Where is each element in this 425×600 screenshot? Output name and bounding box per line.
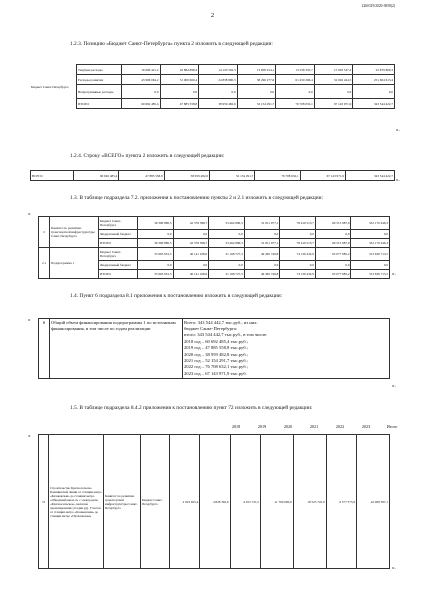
value-cell: 33 462 689,3 <box>209 217 245 230</box>
value-cell: 0,0 <box>315 230 351 239</box>
object-name: Строительство Красносельско-Калининской линии от станции метро «Казаковская» до станции метро «Обводный канал-2» с электродепо «Красносельское», включая проектирование (стадии рд). Участок от станции метро «Казаковская» до станции метро «Путиловская» <box>49 435 104 569</box>
value-cell: 65 077 985,2 <box>315 270 351 279</box>
value-cell: 343 544 422,7 <box>345 171 394 181</box>
financing-line: итого: 343 544 442,7 тыс.руб., в том числе: <box>184 332 268 338</box>
table-row <box>30 75 395 85</box>
value-cell: 42 578 398,7 <box>173 239 209 248</box>
value-cell: 38 959 482,6 <box>199 99 238 109</box>
year-header: 2020 <box>283 424 293 429</box>
value-cell: 4 828 392,6 <box>200 435 230 569</box>
financing-line: 2023 год – 67 143 971,9 тыс.руб. <box>184 370 247 376</box>
row-name: Расходы развития <box>77 75 122 85</box>
value-cell: 13 858 014,1 <box>237 65 276 75</box>
value-cell: 14 120 592,3 <box>199 65 238 75</box>
year-header: 2023 <box>361 424 371 429</box>
value-cell: 6 577 575,9 <box>326 435 356 569</box>
row-number: 72 <box>39 435 49 569</box>
value-cell: 78 410 513,7 <box>280 239 316 248</box>
opening-quote: « <box>28 434 31 439</box>
table-row <box>30 65 395 75</box>
row-number: 2.1 <box>39 248 50 279</box>
year-header: 2022 <box>335 424 345 429</box>
value-cell: 61 450 296,4 <box>276 75 315 85</box>
row-name: ИТОГО <box>77 99 122 109</box>
financing-line: 2019 год – 47 885 558,8 тыс.руб.; <box>184 345 248 351</box>
value-cell: 0,0 <box>209 230 245 239</box>
funding-source: ИТОГО <box>99 239 138 248</box>
value-cell: 69 515 987,0 <box>315 239 351 248</box>
value-cell: 74 139 432,9 <box>280 248 316 261</box>
value-cell: 18 523 745,9 <box>293 435 326 569</box>
section-1-2-4-heading: 1.2.4. Строку «ВСЕГО» пункта 2 изложить в следующей редакции: <box>70 153 225 159</box>
value-cell: 313 636 713,5 <box>351 270 390 279</box>
value-cell: 67 143 971,9 <box>300 171 345 181</box>
row-number: 2 <box>39 217 50 248</box>
value-cell: 0,0 <box>351 230 390 239</box>
value-cell: 31 811 977,1 <box>244 239 280 248</box>
value-cell: 0,0 <box>280 230 316 239</box>
year-header: 2018 <box>231 424 241 429</box>
table-row <box>30 85 395 99</box>
value-cell: 0,0 <box>315 261 351 270</box>
section-1-3-heading: 1.3. В таблице подраздела 7.2. приложения к постановлению пункты 2 и 2.1 изложить в следующей редакции: <box>70 195 324 201</box>
closing-quote: ». <box>392 384 396 389</box>
value-cell: 251 604 613,4 <box>353 75 395 85</box>
budget-label: Бюджет Санкт-Петербурга <box>31 84 69 89</box>
value-cell: 31 000 660,4 <box>160 75 199 85</box>
value-cell: 0,0 <box>276 85 315 99</box>
value-cell: 0,0 <box>122 85 161 99</box>
value-cell: 78 410 513,7 <box>280 217 316 230</box>
value-cell: 0,0 <box>173 261 209 270</box>
value-cell: 16 696 421,2 <box>122 65 161 75</box>
opening-quote: « <box>28 318 31 323</box>
table-row <box>31 171 395 181</box>
financing-line: 2021 год – 52 154 291,7 тыс.руб.; <box>184 357 248 363</box>
closing-quote: ». <box>396 128 400 133</box>
value-cell: 43 996 064,2 <box>122 75 161 85</box>
opening-quote: « <box>28 212 31 217</box>
value-cell: 0,0 <box>199 85 238 99</box>
row-name: Общий объем финансирования подпрограммы 1 по источникам финансирования, в том числе по годам реализации <box>50 319 183 379</box>
value-cell: 67 143 971,9 <box>314 99 353 109</box>
financing-line: бюджет Санкт-Петербурга: <box>184 325 238 331</box>
value-cell: 2 923 925,4 <box>170 435 200 569</box>
value-cell: 332 170 446,3 <box>351 217 390 230</box>
years-header <box>225 424 403 429</box>
value-cell: 4 455 747,2 <box>230 435 260 569</box>
section-1-5-heading: 1.5. В таблице подраздела 8.4.2 приложения к постановлению пункт 72 изложить в следующей редакции: <box>70 405 313 411</box>
section-1-2-3-heading: 1.2.3. Позицию «Бюджет Санкт-Петербурга» пункта 2 изложить в следующей редакции: <box>70 41 273 47</box>
funding-source: ИТОГО <box>99 270 138 279</box>
value-cell: 0,0 <box>237 85 276 99</box>
financing-line: 2018 год – 60 692 485,4 тыс.руб.; <box>184 338 248 344</box>
row-name: Непрограммные расходы <box>77 85 122 99</box>
row-name: Комитет по развитию транспортной инфраструктуры Санкт-Петербурга <box>50 217 99 248</box>
value-cell: 49 465 746,8 <box>244 270 280 279</box>
value-cell: 47 885 558,8 <box>119 171 164 181</box>
value-cell: 0,0 <box>160 85 199 99</box>
table-row <box>39 248 390 261</box>
value-cell: 0,0 <box>280 261 316 270</box>
value-cell: 40 141 168,6 <box>173 248 209 261</box>
row-name: Текущие расходы <box>77 65 122 75</box>
value-cell: 36 390 880,5 <box>138 239 174 248</box>
value-cell: 60 692 485,4 <box>74 171 119 181</box>
page-number: 2 <box>210 12 215 19</box>
value-cell: 40 141 168,6 <box>173 270 209 279</box>
value-cell: 332 170 446,3 <box>351 239 390 248</box>
funding-source: Бюджет Санкт-Петербурга <box>141 435 170 569</box>
document-number: 2260319/2020-3858(2) <box>361 4 395 8</box>
value-cell: 35 663 652,5 <box>138 248 174 261</box>
financing-line: Всего: 343 544 442,7 тыс.руб., из них: <box>184 319 258 325</box>
value-cell: 11 700 000,0 <box>260 435 293 569</box>
value-cell: 38 959 482,6 <box>164 171 209 181</box>
funding-source: Федеральный бюджет <box>99 230 138 239</box>
customer-name: Комитет по развитию транспортной инфраструктуры Санкт-Петербурга <box>104 435 141 569</box>
value-cell: 52 154 291,7 <box>209 171 254 181</box>
value-cell: 76 708 632,1 <box>255 171 300 181</box>
value-cell: 313 636 713,5 <box>351 248 390 261</box>
financing-line: 2020 год – 38 959 482,8 тыс.руб.; <box>184 351 248 357</box>
value-cell: 0,0 <box>353 85 395 99</box>
value-cell: 65 077 985,2 <box>315 248 351 261</box>
value-cell: 0,0 <box>138 261 174 270</box>
budget-spb-table <box>30 64 395 109</box>
row-name: Подпрограмма 1 <box>50 248 99 279</box>
value-cell: 0,0 <box>244 261 280 270</box>
value-cell: 42 008 387,1 <box>356 435 389 569</box>
year-header: Итого <box>386 424 398 429</box>
closing-quote: ». <box>392 566 396 571</box>
value-cell: 36 390 880,5 <box>138 217 174 230</box>
value-cell: 0,0 <box>244 230 280 239</box>
value-cell: 76 708 632,1 <box>276 99 315 109</box>
value-cell: 38 296 277,6 <box>237 75 276 85</box>
value-cell: 52 154 291,7 <box>237 99 276 109</box>
funding-source: Бюджет Санкт-Петербурга <box>99 217 138 230</box>
subsection-7-2-table <box>38 216 390 279</box>
value-cell: 0,0 <box>314 85 353 99</box>
table-row <box>30 99 395 109</box>
value-cell: 31 168 727,3 <box>209 248 245 261</box>
financing-lines <box>183 319 390 379</box>
value-cell: 69 515 987,0 <box>315 217 351 230</box>
value-cell: 42 578 398,7 <box>173 217 209 230</box>
year-header: 2021 <box>309 424 319 429</box>
year-header: 2019 <box>257 424 267 429</box>
value-cell: 52 002 424,5 <box>314 75 353 85</box>
value-cell: 0,0 <box>209 261 245 270</box>
value-cell: 35 663 652,5 <box>138 270 174 279</box>
subsection-8-4-2-table <box>38 434 390 569</box>
value-cell: 60 692 485,4 <box>122 99 161 109</box>
value-cell: 49 465 746,8 <box>244 248 280 261</box>
value-cell: 343 544 422,7 <box>353 99 395 109</box>
table-row <box>39 217 390 230</box>
section-1-4-heading: 1.4. Пункт 6 подраздела 8.1 приложения к постановлению изложить в следующей редакции: <box>70 293 283 299</box>
subsection-8-1-table <box>38 318 390 379</box>
value-cell: 0,0 <box>173 230 209 239</box>
closing-quote: ». <box>392 272 396 277</box>
value-cell: 13 258 335,7 <box>276 65 315 75</box>
value-cell: 33 462 689,3 <box>209 239 245 248</box>
value-cell: 15 063 547,4 <box>314 65 353 75</box>
row-number: 6 <box>39 319 50 379</box>
value-cell: 31 811 977,1 <box>244 217 280 230</box>
value-cell: 47 885 558,8 <box>160 99 199 109</box>
funding-source: Бюджет Санкт-Петербурга <box>99 248 138 261</box>
value-cell: 24 838 890,3 <box>199 75 238 85</box>
financing-line: 2022 год – 76 708 632,1 тыс.руб.; <box>184 364 248 370</box>
value-cell: 16 884 898,4 <box>160 65 199 75</box>
value-cell: 74 139 432,9 <box>280 270 316 279</box>
value-cell: 0,0 <box>351 261 390 270</box>
value-cell: 31 168 727,3 <box>209 270 245 279</box>
row-label: ВСЕГО <box>31 171 74 181</box>
total-row-table <box>30 170 395 181</box>
funding-source: Федеральный бюджет <box>99 261 138 270</box>
value-cell: 0,0 <box>138 230 174 239</box>
value-cell: 91 879 809,3 <box>353 65 395 75</box>
closing-quote: ». <box>396 178 400 183</box>
